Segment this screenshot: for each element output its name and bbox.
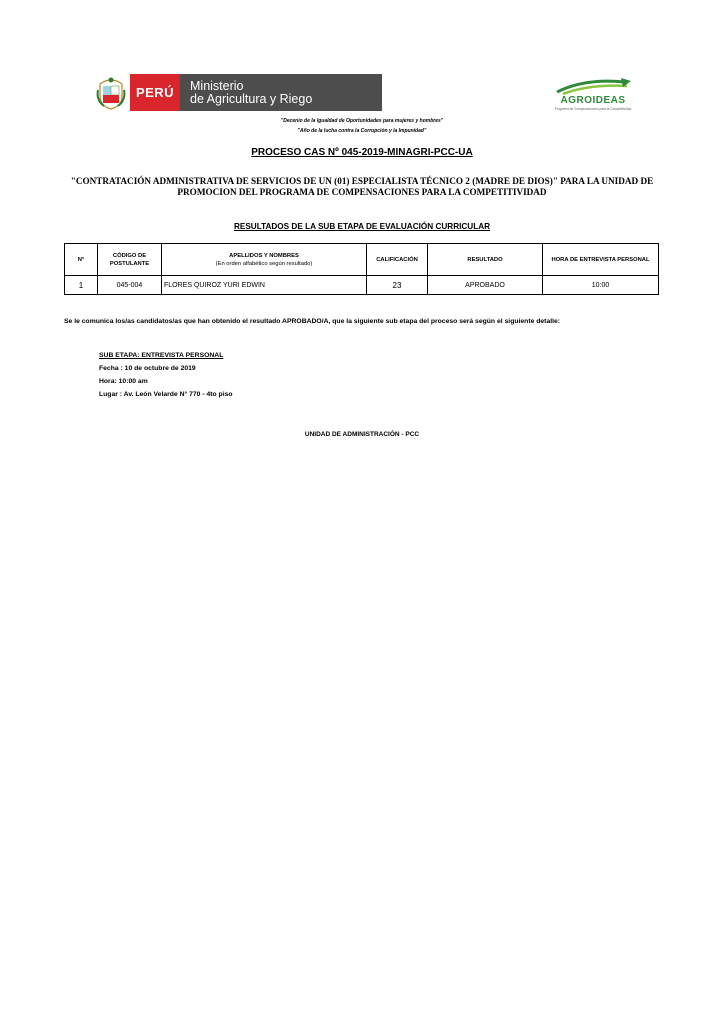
coat-of-arms-icon [92, 74, 130, 111]
header-name [162, 244, 367, 276]
cell-score: 23 [367, 276, 428, 295]
stage-date: Fecha : 10 de octubre de 2019 [99, 365, 196, 372]
motto-line-2: "Año de la lucha contra la Corrupción y la Impunidad" [297, 128, 427, 134]
header-score: CALIFICACIÓN [367, 244, 428, 276]
ministry-name [180, 74, 382, 111]
stage-time: Hora: 10:00 am [99, 378, 148, 385]
motto-line-1: "Decenio de la Igualdad de Oportunidades para mujeres y hombres" [280, 118, 444, 124]
stage-place: Lugar : Av. León Velarde N° 770 - 4to piso [99, 391, 233, 398]
header-code-line-2: POSTULANTE [109, 260, 150, 267]
table-row [65, 276, 659, 295]
agroideas-tagline: Programa de Compensaciones para la Competitividad [554, 107, 632, 111]
contract-title-line-2: PROMOCION DEL PROGRAMA DE COMPENSACIONES PARA LA COMPETITIVIDAD [177, 187, 547, 197]
header-interview-time: HORA DE ENTREVISTA PERSONAL [543, 244, 659, 276]
contract-title-line-1: "CONTRATACIÓN ADMINISTRATIVA DE SERVICIOS DE UN (01) ESPECIALISTA TÉCNICO 2 (MADRE DE DIOS)" PARA LA UNIDAD DE [70, 176, 654, 186]
cell-code: 045-004 [98, 276, 162, 295]
stage-title: SUB ETAPA: ENTREVISTA PERSONAL [99, 352, 224, 359]
growth-arrow-icon [555, 76, 633, 96]
cell-name: FLORES QUIROZ YURI EDWIN [162, 276, 367, 295]
header-code [98, 244, 162, 276]
header-name-line-1: APELLIDOS Y NOMBRES [229, 252, 299, 259]
cell-result: APROBADO [428, 276, 543, 295]
results-title: RESULTADOS DE LA SUB ETAPA DE EVALUACIÓN CURRICULAR [233, 222, 491, 231]
ministry-line-1: Ministerio [190, 78, 244, 93]
cell-interview-time: 10:00 [543, 276, 659, 295]
header-number: N° [65, 244, 98, 276]
ministry-logo [92, 74, 382, 111]
header-name-line-2: (En orden alfabético según resultado) [215, 260, 313, 267]
notice-text: Se le comunica los/as candidatos/as que han obtenido el resultado APROBADO/A, que la siguiente sub etapa del proceso será según el siguiente detalle: [64, 318, 561, 325]
cell-number: 1 [65, 276, 98, 295]
table-header-row [65, 244, 659, 276]
header-code-line-1: CÓDIGO DE [112, 252, 147, 259]
agroideas-name: AGROIDEAS [560, 95, 626, 106]
administration-unit: UNIDAD DE ADMINISTRACIÓN - PCC [304, 431, 420, 438]
ministry-line-2: de Agricultura y Riego [190, 91, 313, 106]
header-result: RESULTADO [428, 244, 543, 276]
process-title: PROCESO CAS Nº 045-2019-MINAGRI-PCC-UA [251, 147, 473, 158]
peru-label: PERÚ [130, 74, 180, 111]
results-table [64, 243, 659, 295]
agroideas-logo [549, 76, 637, 116]
contract-title [66, 176, 658, 198]
